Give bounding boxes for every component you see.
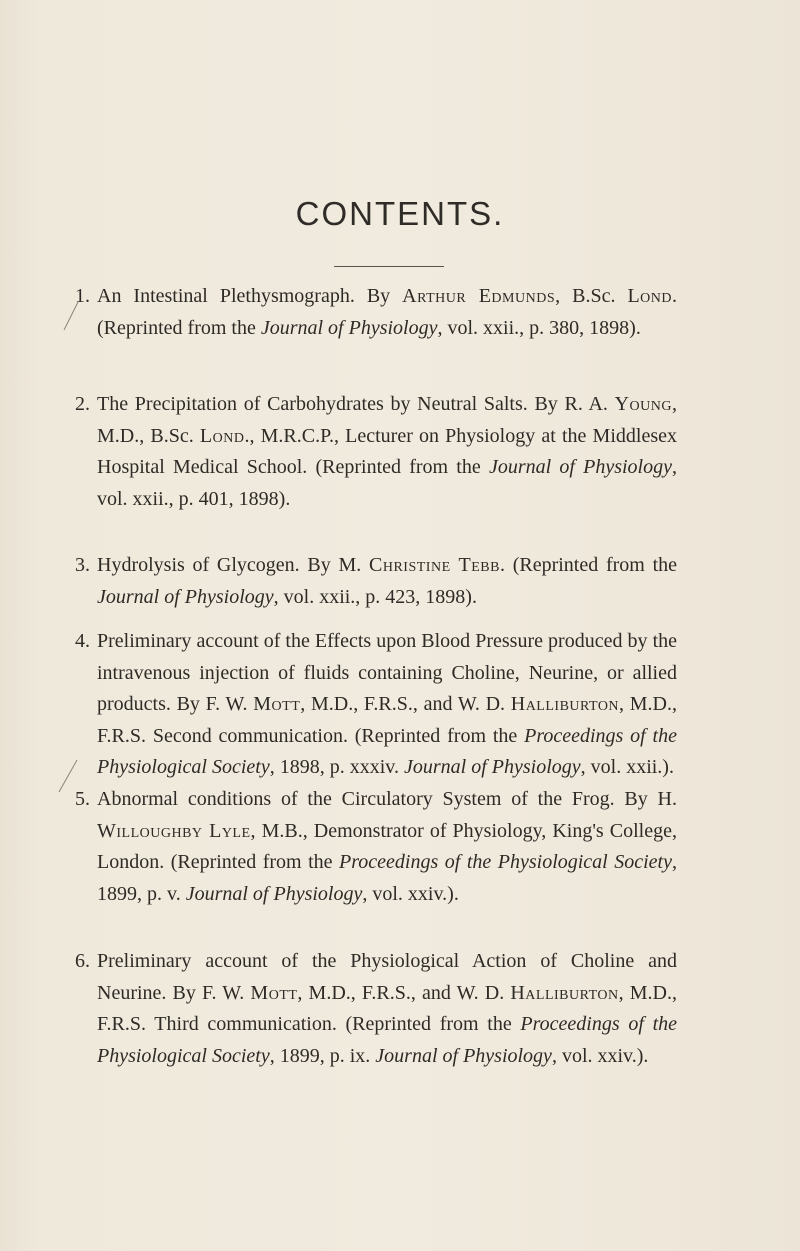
- entry-text-run: , 1899, p. ix.: [269, 1044, 376, 1067]
- publication-title: Proceedings of the Physiological Society: [97, 1013, 678, 1067]
- entry-number: 2.: [75, 393, 90, 415]
- entry-text-run: Preliminary account of the Effects upon Blood Pressure produced by the intravenous injection of fluids containing Choline, Neurine, or allied products. By F. W.: [97, 630, 677, 715]
- entry-text: [97, 784, 677, 910]
- publication-title: Proceedings of the Physiological Society: [339, 851, 672, 873]
- entry-text-run: , M.B., Demonstrator of Physiology, King's College, London. (Reprinted from the: [97, 819, 677, 873]
- author-name: Halliburton: [510, 981, 619, 1004]
- entry-text-run: , vol. xxiv.).: [551, 1044, 649, 1067]
- author-name: Christine Tebb: [369, 554, 500, 576]
- entry-text-run: , M.D., F.R.S. Third communication. (Reprinted from the: [97, 981, 677, 1035]
- entry-text: [97, 550, 677, 613]
- entry-text-run: , M.D., F.R.S. Second communication. (Reprinted from the: [97, 693, 677, 747]
- entry-number: 4.: [75, 630, 90, 652]
- entry-text-run: An Intestinal Plethysmograph. By: [97, 285, 403, 307]
- entry-text-run: , B.Sc.: [555, 285, 628, 307]
- entry-text-run: , vol. xxii., p. 423, 1898).: [273, 585, 477, 608]
- page-title: CONTENTS.: [295, 195, 505, 232]
- entry-text-run: Abnormal conditions of the Circulatory System of the Frog. By H.: [97, 788, 677, 810]
- entry-text-run: , vol. xxii., p. 380, 1898).: [437, 316, 641, 339]
- author-name: Young: [614, 393, 672, 415]
- entry-text-run: ., M.R.C.P., Lecturer on Physiology at the Middlesex Hospital Medical School. (Reprinted from the: [97, 424, 677, 478]
- entry-text-run: . (Reprinted from the: [97, 285, 677, 339]
- publication-title: Journal of Physiology: [97, 585, 274, 608]
- publication-title: Journal of Physiology: [375, 1044, 552, 1067]
- publication-title: Journal of Physiology: [185, 882, 363, 905]
- entry-text-run: , vol. xxii.).: [580, 756, 674, 778]
- author-name: Lond: [199, 424, 245, 447]
- entry-text-run: , vol. xxiv.).: [362, 882, 459, 905]
- entry-text: [97, 389, 677, 515]
- entry-text: [97, 946, 677, 1072]
- entry-text-run: , vol. xxii., p. 401, 1898).: [97, 456, 677, 510]
- entry-text-run: The Precipitation of Carbohydrates by Neutral Salts. By R. A.: [97, 393, 615, 415]
- publication-title: Journal of Physiology: [404, 756, 581, 778]
- entry-text-run: Preliminary account of the Physiological Action of Choline and Neurine. By F. W.: [97, 950, 677, 1004]
- author-name: Lond: [627, 285, 672, 307]
- entry-text-run: , M.D., B.Sc.: [97, 393, 677, 447]
- entry-text-run: , 1899, p. v.: [97, 851, 677, 905]
- entry-number: 6.: [75, 950, 90, 972]
- entry-number: 3.: [75, 554, 90, 576]
- author-name: Mott: [250, 981, 298, 1004]
- entry-text: [97, 626, 677, 784]
- author-name: Arthur Edmunds: [402, 285, 556, 307]
- entry-text-run: , M.D., F.R.S., and W. D.: [297, 981, 511, 1004]
- publication-title: Journal of Physiology: [488, 456, 672, 478]
- entry-text-run: Hydrolysis of Glycogen. By M.: [97, 554, 370, 576]
- entry-text-run: , 1898, p. xxxiv.: [269, 756, 404, 778]
- entry-text-run: . (Reprinted from the: [499, 554, 677, 576]
- publication-title: Proceedings of the Physiological Society: [97, 724, 677, 778]
- author-name: Willoughby Lyle: [97, 819, 251, 842]
- publication-title: Journal of Physiology: [260, 316, 438, 339]
- entry-number: 5.: [75, 788, 90, 810]
- author-name: Mott: [253, 693, 301, 715]
- entry-text: [97, 281, 677, 344]
- entry-number: 1.: [75, 285, 90, 307]
- title-rule: [334, 266, 444, 267]
- entry-text-run: , M.D., F.R.S., and W. D.: [300, 693, 511, 715]
- author-name: Halliburton: [510, 693, 620, 715]
